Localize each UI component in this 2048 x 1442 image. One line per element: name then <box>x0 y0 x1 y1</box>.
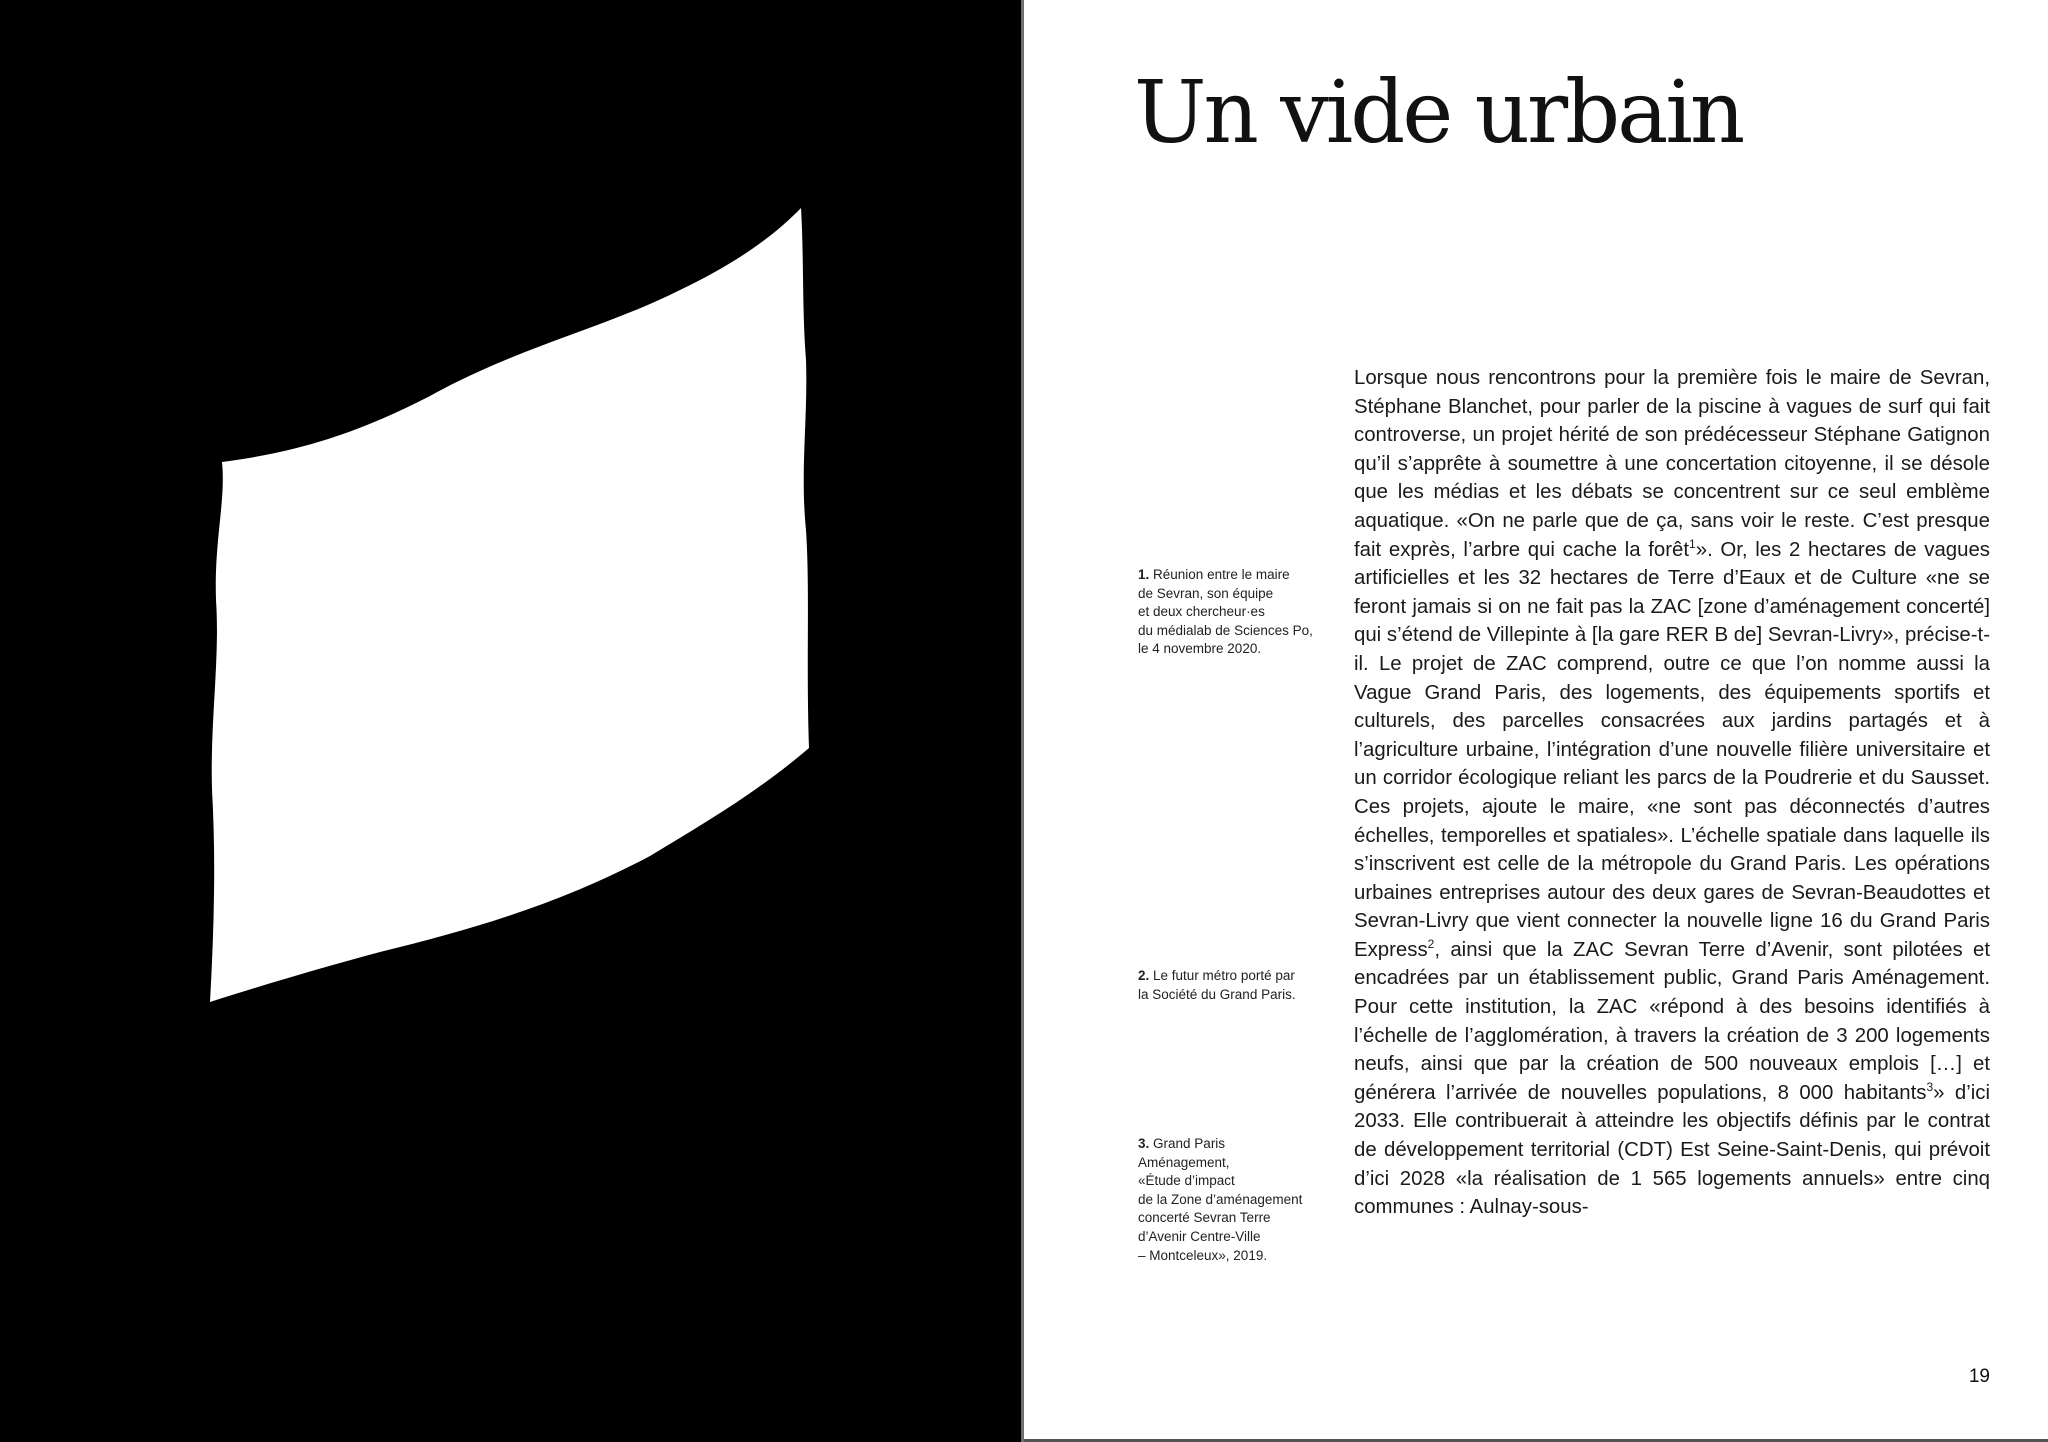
margin-note-1: 1. Réunion entre le maire de Sevran, son équipe et deux chercheur·es du médialab de Sciences Po, le 4 novembre 2020. <box>1138 567 1313 657</box>
margin-note-3: 3. Grand Paris Aménagement, «Étude d’impact de la Zone d’aménagement concerté Sevran Terre d’Avenir Centre-Ville – Montceleux», 2019. <box>1138 1136 1303 1263</box>
right-page <box>1024 0 2048 1442</box>
footnote-ref-2: 2 <box>1427 936 1435 951</box>
page-number: 19 <box>1968 1366 1990 1387</box>
white-quadrilateral-shape <box>0 0 1021 1442</box>
chapter-title: Un vide urbain <box>1134 63 1743 163</box>
margin-note-2: 2. Le futur métro porté par la Société du Grand Paris. <box>1138 968 1296 1002</box>
footnote-ref-1: 1 <box>1689 536 1696 551</box>
body-paragraph: Lorsque nous rencontrons pour la première fois le maire de Sevran, Stéphane Blanchet, pour parler de la piscine à vagues de surf qui fait controverse, un projet hérité de son prédécesseur Stéphane Gatignon qu’il s’apprête à soumettre à une concertation citoyenne, il se désole que les médias et les débats se concentrent sur ce seul emblème aquatique. «On ne parle que de ça, sans voir le reste. C’est presque fait exprès, l’arbre qui cache la forêt$^1$». Or, les 2 hectares de vagues artificielles et les 32 hectares de Terre d’Eaux et de Culture «ne se feront jamais si on ne fait pas la ZAC [zone d’aménagement concerté] qui s’étend de Villepinte à [la gare RER B de] Sevran-Livry», précise-t-il. Le projet de ZAC comprend, outre ce que l’on nomme aussi la Vague Grand Paris, des logements, des équipements sportifs et culturels, des parcelles consacrées aux jardins partagés et à l’agriculture urbaine, l’intégration d’une nouvelle filière universitaire et un corridor écologique reliant les parcs de la Poudrerie et du Sausset. Ces projets, ajoute le maire, «ne sont pas déconnectés d’autres échelles, temporelles et spatiales». L’échelle spatiale dans laquelle ils s’inscrivent est celle de la métropole du Grand Paris. Les opérations urbaines entreprises autour des deux gares de Sevran-Beaudottes et Sevran-Livry que vient connecter la nouvelle ligne 16 du Grand Paris Express$^2$, ainsi que la ZAC Sevran Terre d’Avenir, sont pilotées et encadrées par un établissement public, Grand Paris Aménagement. Pour cette institution, la ZAC «répond à des besoins identifiés à l’échelle de l’agglomération, à travers la création de 3 200 logements neufs, ainsi que par la création de 500 nouveaux emplois […] et générera l’arrivée de nouvelles populations, 8 000 habitants$^3$» d’ici 2033. Elle contribuerait à atteindre les objectifs définis par le contrat de développement territorial (CDT) Est Seine-Saint-Denis, qui prévoit d’ici 2028 «la réalisation de 1 565 logements annuels» entre cinq communes : Aulnay-sous- <box>1354 367 1990 1219</box>
footnote-ref-3: 3 <box>1926 1079 1934 1094</box>
left-page-illustration <box>0 0 1021 1442</box>
